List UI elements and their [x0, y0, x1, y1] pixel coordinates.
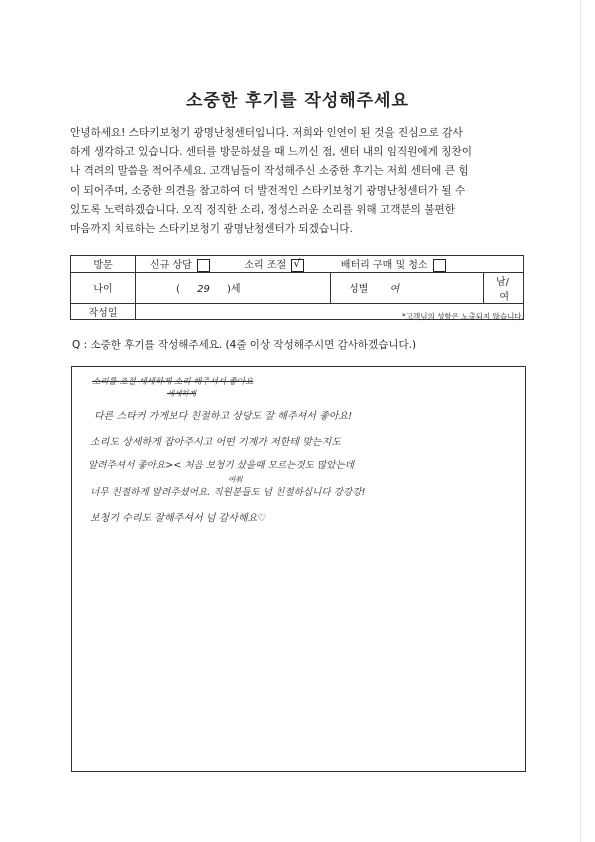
intro-line: 안녕하세요! 스타키보청기 광명난청센터입니다. 저희와 인연이 된 것을 진심으로 감사: [70, 127, 463, 139]
gender-value: 여: [389, 284, 400, 295]
scan-edge-line: [580, 0, 581, 842]
option-new-label: 신규 상담: [150, 260, 192, 271]
gender-label: 성별: [349, 284, 369, 295]
visit-row: [71, 256, 524, 273]
handwriting-line: 알려주셔서 좋아요>< 처음 보청기 샀을때 모르는것도 많았는데: [88, 460, 355, 471]
privacy-note: *고객님의 성함은 노출되지 않습니다.: [402, 312, 524, 321]
intro-line: 있도록 노력하겠습니다. 오직 정직한 소리, 정성스러운 소리를 위해 고객분의 불편한: [70, 203, 455, 216]
option-sound-label: 소리 조절: [244, 260, 287, 271]
handwriting-line: 세세하게: [167, 389, 196, 398]
date-label: 작성일: [71, 303, 136, 319]
handwriting-line: 다른 스타커 가게보다 친절하고 상당도 잘 해주셔서 좋아요!: [94, 411, 353, 422]
intro-paragraph: [70, 124, 532, 239]
option-battery-label: 배터리 구매 및 청소: [340, 260, 428, 271]
review-question: Q : 소중한 후기를 작성해주세요. (4줄 이상 작성해주시면 감사하겠습니다.): [72, 339, 417, 351]
intro-line: 이 되어주며, 소중한 의견을 참고하여 더 발전적인 스타키보청기 광명난청센터가 될 수: [70, 184, 466, 197]
age-row: [71, 272, 524, 303]
handwriting-line: 보청기 수리도 잘해주셔서 넘 감사해요♡: [90, 513, 267, 524]
info-table: [70, 255, 524, 320]
handwriting-line: 소리를 조절 세세하게 소리 해주셔서 좋아요: [92, 377, 254, 387]
age-value: 29: [197, 284, 210, 295]
age-field[interactable]: [136, 272, 331, 303]
intro-line: 하게 생각하고 있습니다. 센터를 방문하셨을 때 느끼신 점, 센터 내의 임직원에게 칭찬이: [70, 146, 472, 159]
review-box[interactable]: [71, 366, 526, 772]
age-label: 나이: [71, 272, 136, 303]
intro-line: 마음까지 치료하는 스타키보청기 광명난청센터가 되겠습니다.: [70, 223, 353, 236]
age-suffix: )세: [227, 284, 241, 295]
page-title: 소중한 후기를 작성해주세요: [186, 91, 409, 111]
visit-label: 방문: [71, 256, 136, 273]
age-paren: (: [176, 284, 180, 295]
handwriting-line: 소리도 상세하게 잡아주시고 어떤 기계가 저한테 맞는지도: [90, 437, 341, 448]
handwriting-line: 너무 친절하게 알려주셨어요. 직원분들도 넘 친절하십니다 강강강!: [90, 487, 366, 498]
intro-line: 나 격려의 말씀을 적어주세요. 고객님들이 작성해주신 소중한 후기는 저희 센터에 큰 힘: [70, 165, 469, 178]
option-battery-checkbox[interactable]: [433, 259, 446, 272]
option-new-checkbox[interactable]: [197, 259, 210, 272]
handwriting-line: 여쭤: [228, 475, 243, 484]
option-sound-checkbox[interactable]: [291, 256, 304, 272]
gender-options[interactable]: 남/여: [484, 272, 524, 303]
check-mark-icon: √: [293, 256, 301, 270]
